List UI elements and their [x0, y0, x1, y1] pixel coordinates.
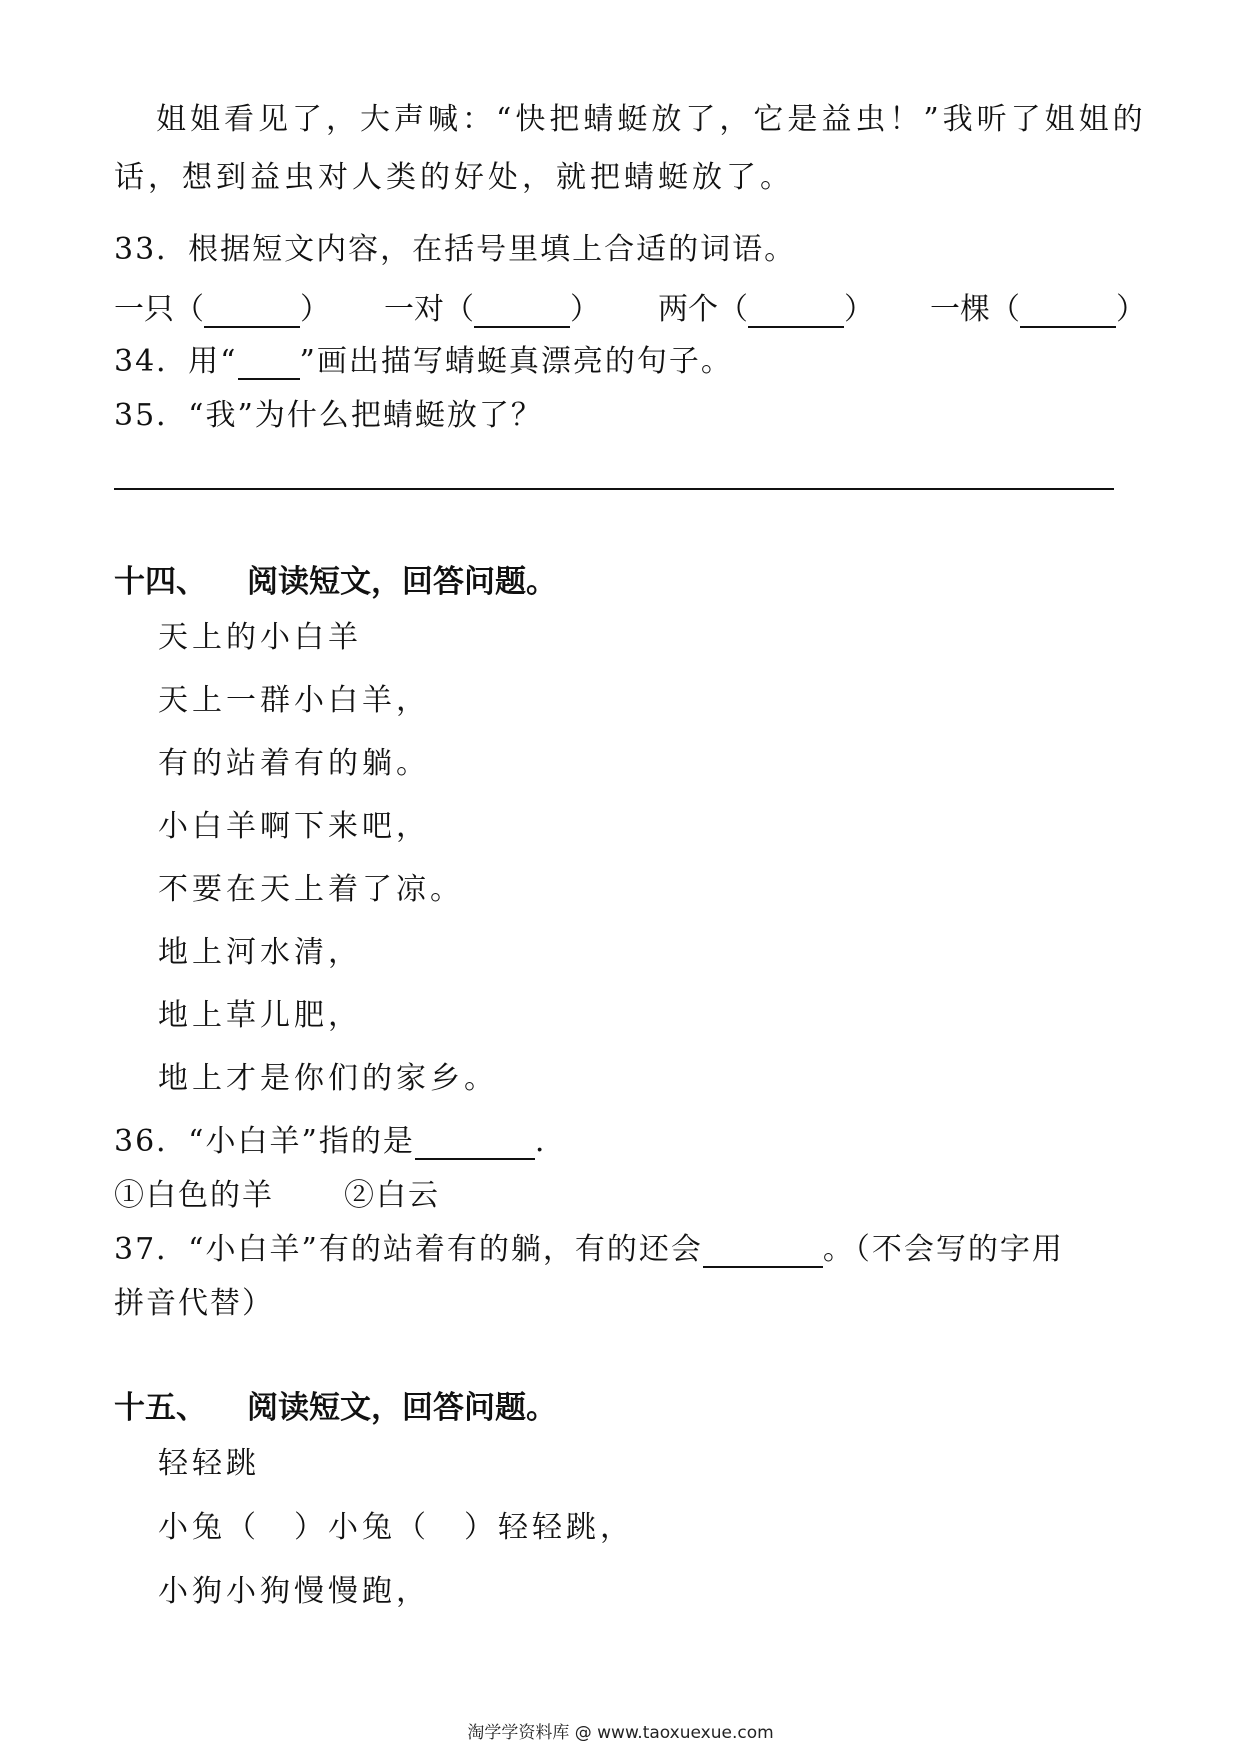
- option-1[interactable]: ①白色的羊: [114, 1178, 274, 1213]
- question-37-text-after: 。（不会写的字用: [822, 1232, 1064, 1267]
- question-36-blank[interactable]: [415, 1130, 535, 1160]
- question-37-line-2: 拼音代替）: [114, 1286, 274, 1321]
- poem-15-line-1: 小兔（ ）小兔（ ）轻轻跳，: [158, 1510, 634, 1545]
- fill-item-2-prefix: 一对（: [384, 292, 474, 327]
- footer-watermark: 淘学学资料库 @ www.taoxuexue.com: [467, 1723, 774, 1743]
- passage-line-1: 姐姐看见了，大声喊：“快把蜻蜓放了，它是益虫！”我听了姐姐的: [156, 102, 1147, 137]
- answer-line-35[interactable]: [114, 488, 1114, 490]
- poem-14-title: 天上的小白羊: [158, 620, 362, 655]
- fill-item-4-suffix: ）: [1116, 292, 1146, 327]
- fill-item-1-suffix: ）: [300, 292, 330, 327]
- question-34-text-after: ”画出描写蜻蜓真漂亮的句子。: [299, 344, 733, 379]
- fill-item-4: [930, 292, 1146, 328]
- question-36-text: 36．“小白羊”指的是: [114, 1124, 415, 1159]
- option-2[interactable]: ②白云: [344, 1178, 440, 1213]
- fill-blank-3[interactable]: [748, 298, 844, 328]
- fill-item-3-prefix: 两个（: [658, 292, 748, 327]
- fill-item-3-suffix: ）: [844, 292, 874, 327]
- question-36-period: .: [534, 1124, 547, 1159]
- fill-blank-1[interactable]: [204, 298, 300, 328]
- fill-item-3: [658, 292, 874, 328]
- question-37-blank[interactable]: [703, 1238, 823, 1268]
- fill-blank-2[interactable]: [474, 298, 570, 328]
- poem-14-line-1: 天上一群小白羊，: [158, 683, 430, 718]
- question-34-text-before: 34．用“: [114, 344, 238, 379]
- question-37-text: 37．“小白羊”有的站着有的躺，有的还会: [114, 1232, 703, 1267]
- section-15-title: 阅读短文，回答问题。: [247, 1390, 557, 1426]
- fill-blank-4[interactable]: [1020, 298, 1116, 328]
- fill-item-4-prefix: 一棵（: [930, 292, 1020, 327]
- section-15-number: 十五、: [114, 1390, 207, 1426]
- passage-line-2: 话，想到益虫对人类的好处，就把蜻蜓放了。: [114, 160, 794, 195]
- question-36-options: [114, 1178, 440, 1214]
- poem-14-line-4: 不要在天上着了凉。: [158, 872, 464, 907]
- poem-14-line-2: 有的站着有的躺。: [158, 746, 430, 781]
- question-34: [114, 344, 733, 380]
- fill-item-2: [384, 292, 600, 328]
- fill-item-1-prefix: 一只（: [114, 292, 204, 327]
- poem-15-line-2: 小狗小狗慢慢跑，: [158, 1574, 430, 1609]
- poem-14-line-5: 地上河水清，: [158, 935, 362, 970]
- section-15-heading: [114, 1390, 557, 1426]
- section-14-heading: [114, 564, 557, 600]
- section-14-number: 十四、: [114, 564, 207, 600]
- question-36: [114, 1124, 546, 1160]
- poem-14-line-6: 地上草儿肥，: [158, 998, 362, 1033]
- fill-item-2-suffix: ）: [570, 292, 600, 327]
- section-14-title: 阅读短文，回答问题。: [247, 564, 557, 600]
- question-35: 35．“我”为什么把蜻蜓放了？: [114, 398, 543, 433]
- underline-sample: [238, 350, 300, 380]
- poem-14-line-7: 地上才是你们的家乡。: [158, 1061, 498, 1096]
- poem-15-title: 轻轻跳: [158, 1446, 260, 1481]
- question-37: [114, 1232, 1064, 1268]
- question-33: 33．根据短文内容，在括号里填上合适的词语。: [114, 232, 797, 267]
- question-33-fill-row: [114, 292, 1146, 328]
- poem-14-line-3: 小白羊啊下来吧，: [158, 809, 430, 844]
- fill-item-1: [114, 292, 330, 328]
